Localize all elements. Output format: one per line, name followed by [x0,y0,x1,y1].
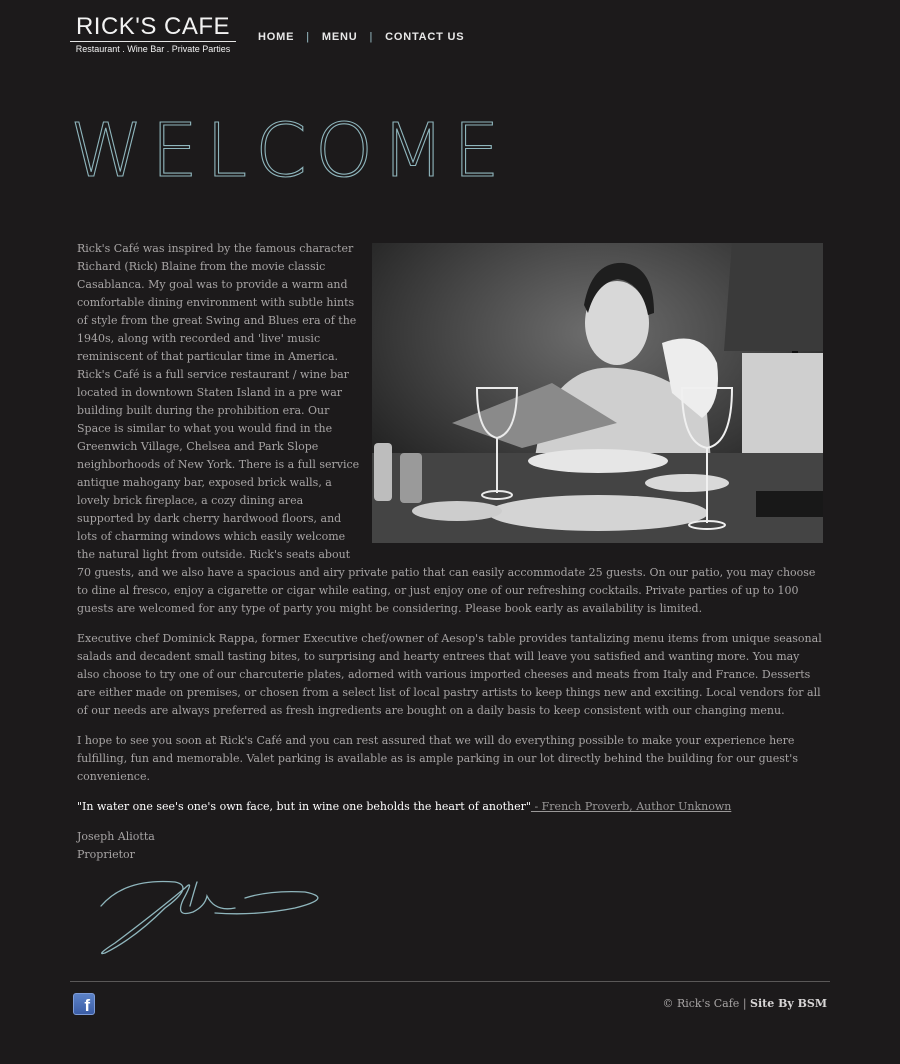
nav-separator: | [369,31,374,43]
logo-divider [70,41,236,42]
closing-paragraph: I hope to see you soon at Rick's Café and you can rest assured that we will do everything possible to make your experience here fulfilling, fun and memorable. Valet parking is available as is ample parking in our lot directly behind the building for our guest's convenience. [77,734,798,783]
logo-tagline: Restaurant . Wine Bar . Private Parties [75,44,231,54]
intro-paragraph: Rick's Café was inspired by the famous character Richard (Rick) Blaine from the movie classic Casablanca. My goal was to provide a warm and comfortable dining environment with subtle hints of style from the great Swing and Blues era of the 1940s, along with recorded and 'live' music reminiscent of that particular time in America. Rick's Café is a full service restaurant / wine bar located in downtown Staten Island in a pre war building built during the prohibition era. Our Space is similar to what you would find in the Greenwich Village, Chelsea and Park Slope neighborhoods of New York. There is a full service antique mahogany bar, exposed brick walls, a lovely brick fireplace, a cozy dining area supported by dark cherry hardwood floors, and lots of charming windows which easily welcome the natural light from outside. Rick's seats about 70 guests, and we also have a spacious and airy private patio that can easily accommodate 25 guests. On our patio, you may choose to dine al fresco, enjoy a cigarette or cigar while eating, or just enjoy one of our refreshing cocktails. Private parties of up to 100 guests are welcomed for any type of party you might be considering. Please book early as availability is limited. [77,242,816,615]
page-title: WELCOME [70,108,508,194]
chef-paragraph: Executive chef Dominick Rappa, former Executive chef/owner of Aesop's table provides tantalizing menu items from unique seasonal salads and decadent small tasting bites, to surprising and hearty entrees that will leave you satisfied and wanting more. You may also choose to try one of our charcuterie plates, adorned with various imported cheeses and meats from Italy and France. Desserts are either made on premises, or chosen from a select list of local pastry artists to keep things new and exciting. Local vendors for all of our needs are always preferred as fresh ingredients are bought on a daily basis to keep consistent with our changing menu. [77,632,822,717]
hero-photo [372,243,823,543]
proverb-quote: "In water one see's one's own face, but in wine one beholds the heart of another" [77,800,531,813]
signature-block [77,828,823,958]
logo-title: RICK'S CAFE [75,13,231,40]
nav-contact-link[interactable]: CONTACT US [385,31,465,43]
hero-photo-illustration [372,243,823,543]
footer-divider [70,981,830,982]
nav-home-link[interactable]: HOME [258,31,295,43]
quote-attribution: - French Proverb, Author Unknown [530,800,732,813]
signature-image [95,868,325,958]
nav-separator: | [306,31,310,43]
main-content [77,240,823,958]
facebook-icon[interactable]: f [73,993,95,1015]
footer-credits [662,997,827,1010]
main-nav [258,31,464,43]
nav-menu-link[interactable]: MENU [321,31,358,43]
quote-line [77,798,823,816]
footer-separator: | [742,997,747,1010]
signer-title: Proprietor [77,848,135,861]
copyright-text: © Rick's Cafe [662,997,740,1010]
signer-name: Joseph Aliotta [77,830,155,843]
logo[interactable] [70,14,236,54]
site-credit-link[interactable]: Site By BSM [750,997,827,1010]
